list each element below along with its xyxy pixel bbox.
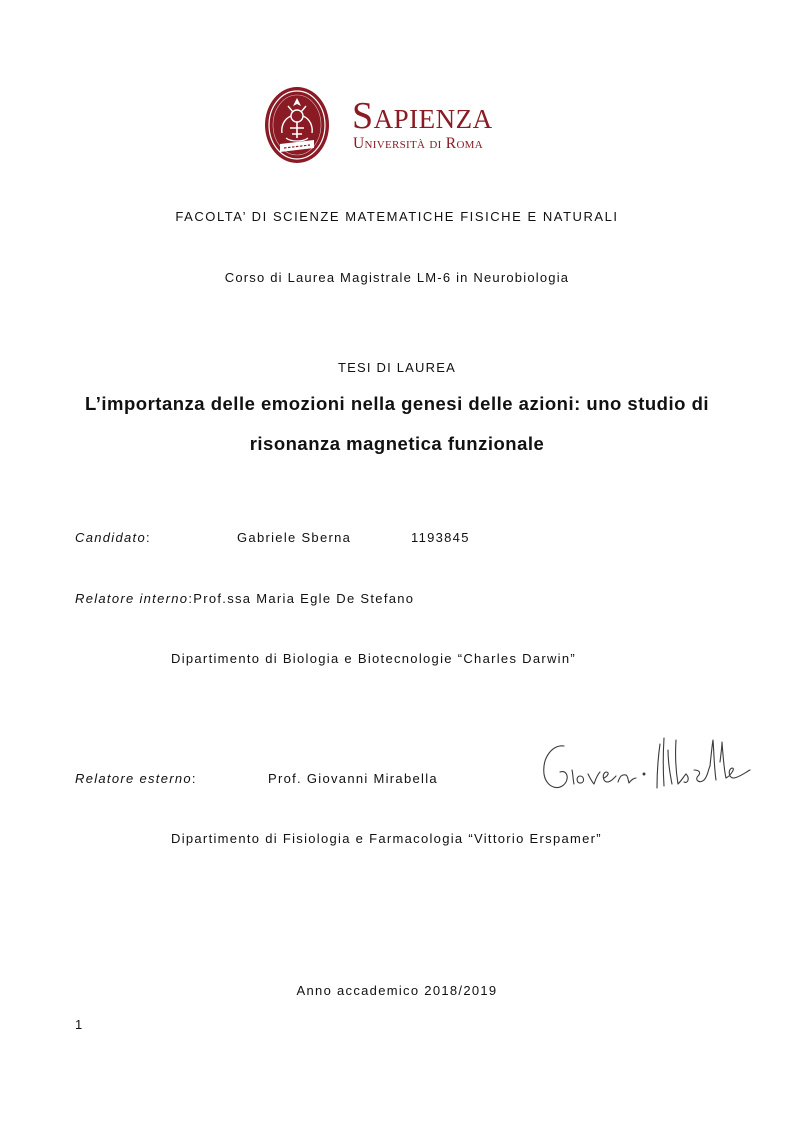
internal-supervisor-name: Prof.ssa Maria Egle De Stefano [193,591,415,606]
internal-supervisor-separator: : [188,591,194,606]
candidate-student-id: 1193845 [411,530,470,545]
university-name: Sapienza [352,95,493,137]
university-logo [264,86,524,168]
candidate-label-row [75,530,151,546]
page-number: 1 [75,1017,83,1032]
external-supervisor-department: Dipartimento di Fisiologia e Farmacologia “Vittorio Erspamer” [171,831,602,846]
degree-course: Corso di Laurea Magistrale LM-6 in Neurobiologia [224,270,570,285]
candidate-name: Gabriele Sberna [237,530,352,545]
internal-supervisor-label: Relatore interno [75,591,189,606]
external-supervisor-row [75,771,197,787]
external-supervisor-separator: : [191,771,197,786]
candidate-separator: : [145,530,151,545]
handwritten-signature [536,726,754,804]
thesis-title: L’importanza delle emozioni nella genesi delle azioni: uno studio di risonanza magnetica funzionale [84,393,710,454]
candidate-label: Candidato [75,530,146,545]
internal-supervisor-row [75,591,414,607]
external-supervisor-label: Relatore esterno [75,771,192,786]
academic-year: Anno accademico 2018/2019 [296,983,498,998]
university-seal-icon [264,86,330,164]
external-supervisor-name: Prof. Giovanni Mirabella [268,771,438,786]
university-subtitle: Università di Roma [353,135,484,152]
faculty-heading: FACOLTA’ DI SCIENZE MATEMATICHE FISICHE E NATURALI [175,209,619,224]
thesis-label: TESI DI LAUREA [338,360,456,375]
internal-supervisor-department: Dipartimento di Biologia e Biotecnologie “Charles Darwin” [171,651,577,666]
